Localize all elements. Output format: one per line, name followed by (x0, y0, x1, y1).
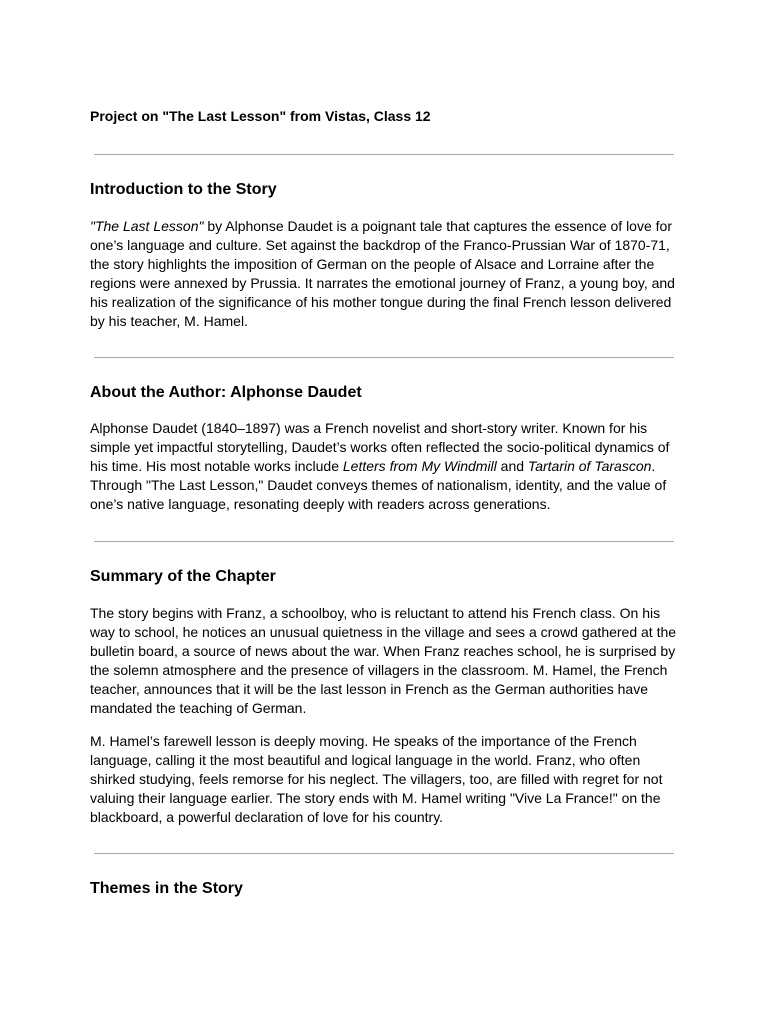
line-text: his time. His most notable works include (90, 458, 343, 474)
document-title: Project on "The Last Lesson" from Vistas, Class 12 (90, 108, 431, 124)
paragraph-line: blackboard, a powerful declaration of love for his country. (90, 809, 444, 825)
paragraph-line: Alphonse Daudet (1840–1897) was a French novelist and short-story writer. Known for his (90, 420, 648, 436)
line-text: and (496, 458, 528, 474)
section-heading-author: About the Author: Alphonse Daudet (90, 384, 362, 401)
section-heading-summary: Summary of the Chapter (90, 568, 276, 585)
summary-paragraph-1 (90, 604, 680, 718)
paragraph-line (90, 457, 680, 476)
line-text: . (651, 458, 656, 474)
author-paragraph (90, 419, 680, 514)
story-title-italic: "The Last Lesson" (90, 218, 204, 234)
paragraph-line: way to school, he notices an unusual quietness in the village and sees a crowd gathered at the (90, 624, 677, 640)
work-title-italic: Tartarin of Tarascon (527, 458, 652, 474)
paragraph-line: simple yet impactful storytelling, Daudet’s works often reflected the socio-political dynamics of (90, 439, 670, 455)
summary-paragraph-2 (90, 732, 680, 827)
work-title-italic: Letters from My Windmill (342, 458, 497, 474)
paragraph-line: shirked studying, feels remorse for his neglect. The villagers, too, are filled with regret for not (90, 771, 663, 787)
paragraph-line: one’s language and culture. Set against the backdrop of the Franco-Prussian War of 1870-71, (90, 237, 670, 253)
introduction-paragraph (90, 217, 680, 331)
paragraph-line: mandated the teaching of German. (90, 700, 307, 716)
section-divider (94, 154, 674, 155)
section-divider (94, 357, 674, 358)
paragraph-line: the story highlights the imposition of German on the people of Alsace and Lorraine after the (90, 256, 655, 272)
section-divider (94, 541, 674, 542)
section-divider (94, 853, 674, 854)
paragraph-line: the solemn atmosphere and the presence of villagers in the classroom. M. Hamel, the French (90, 662, 668, 678)
paragraph-line: one’s native language, resonating deeply with readers across generations. (90, 496, 551, 512)
section-heading-introduction: Introduction to the Story (90, 181, 277, 198)
paragraph-line: The story begins with Franz, a schoolboy, who is reluctant to attend his French class. On his (90, 605, 661, 621)
line-text: by Alphonse Daudet is a poignant tale that captures the essence of love for (203, 218, 672, 234)
paragraph-line: by his teacher, M. Hamel. (90, 313, 248, 329)
section-heading-themes: Themes in the Story (90, 880, 243, 897)
paragraph-line: regions were annexed by Prussia. It narrates the emotional journey of Franz, a young boy, and (90, 275, 675, 291)
paragraph-line: language, calling it the most beautiful and logical language in the world. Franz, who often (90, 752, 641, 768)
paragraph-line: his realization of the significance of his mother tongue during the final French lesson delivered (90, 294, 672, 310)
paragraph-line: valuing their language earlier. The story ends with M. Hamel writing "Vive La France!" on the (90, 790, 661, 806)
paragraph-line: teacher, announces that it will be the last lesson in French as the German authorities have (90, 681, 648, 697)
paragraph-line: M. Hamel’s farewell lesson is deeply moving. He speaks of the importance of the French (90, 733, 637, 749)
paragraph-line (90, 217, 680, 236)
paragraph-line: Through "The Last Lesson," Daudet conveys themes of nationalism, identity, and the value of (90, 477, 667, 493)
paragraph-line: bulletin board, a source of news about the war. When Franz reaches school, he is surprised by (90, 643, 676, 659)
